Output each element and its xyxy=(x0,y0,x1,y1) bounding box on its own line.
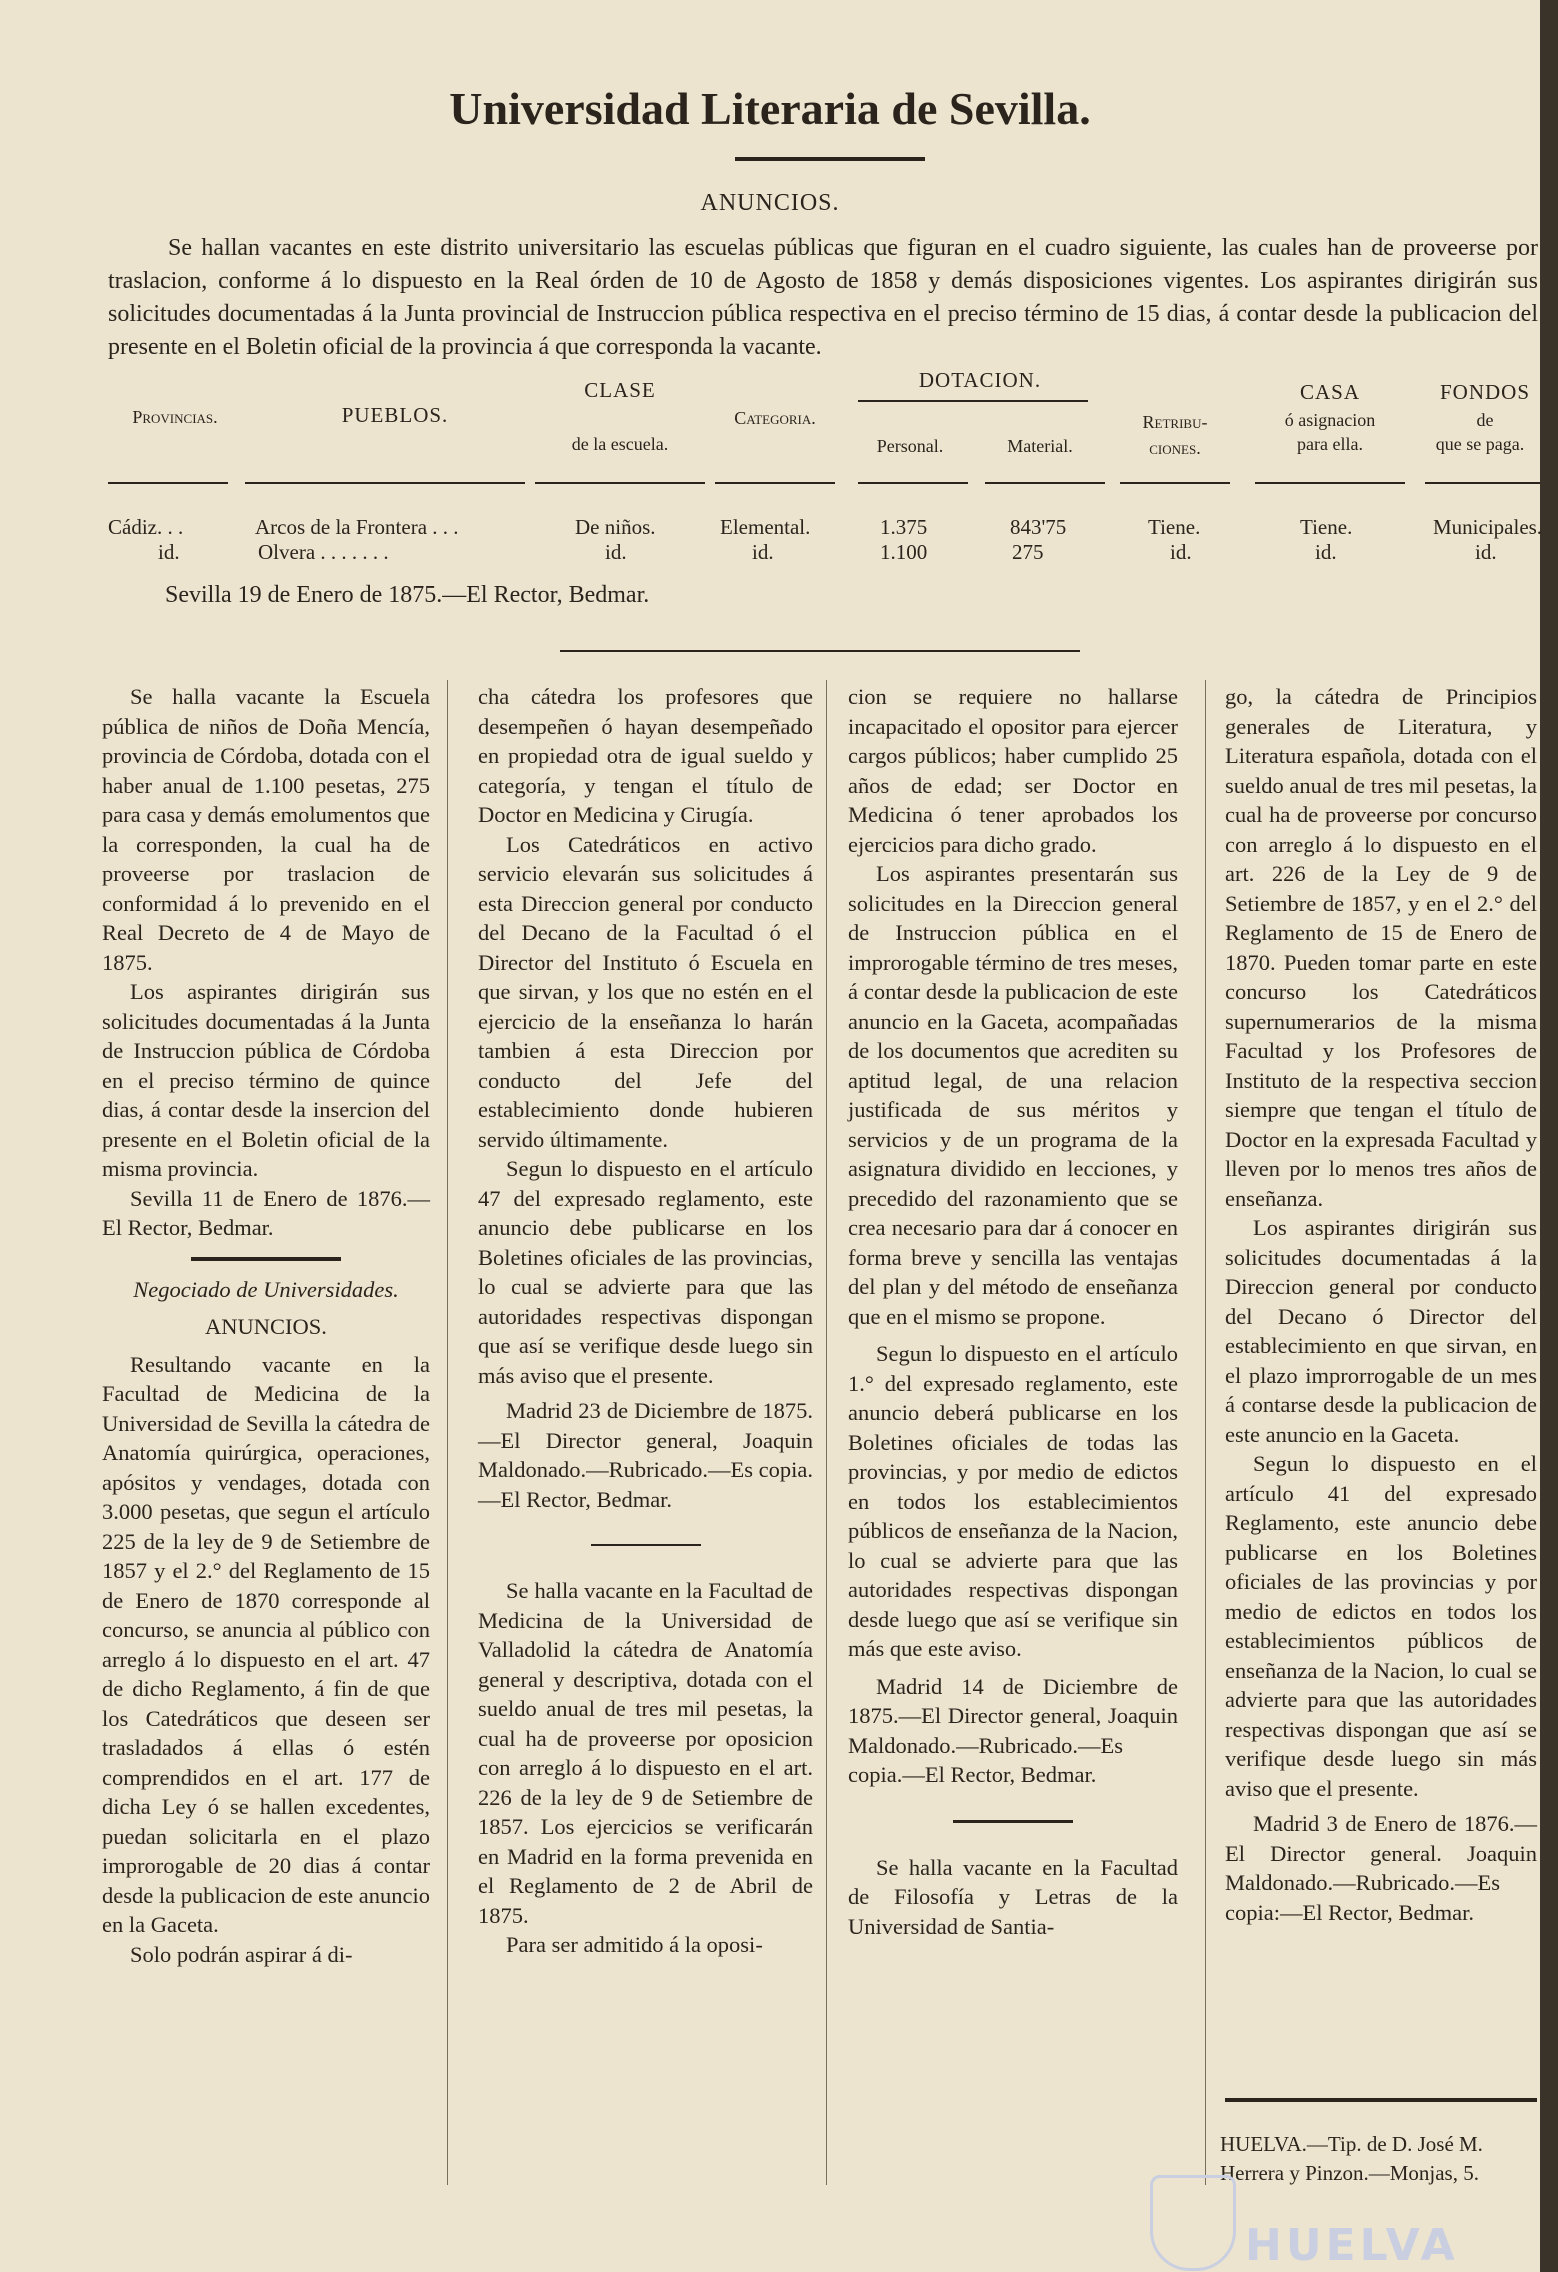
cell-material: 843'75 xyxy=(1010,515,1067,539)
dotacion-rule xyxy=(858,400,1088,402)
column-4 xyxy=(1225,682,1537,1927)
th-clase: CLASE xyxy=(584,378,656,402)
col2-paragraph: cha cátedra los profesores que desempeñen ó hayan desempeñado en propiedad otra de igual sueldo y categoría, y tengan el título de Doctor en Medicina y Cirugía. xyxy=(478,684,813,827)
cell-fondos: Municipales. xyxy=(1433,515,1543,539)
column-divider xyxy=(1205,680,1206,2185)
column-1 xyxy=(102,682,430,1969)
th-categoria: Categoria. xyxy=(734,408,816,428)
cell-casa: id. xyxy=(1315,540,1337,564)
col1-paragraph: Se halla vacante la Escuela pública de niños de Doña Mencía, provincia de Córdoba, dotada con el haber anual de 1.100 pesetas, 275 para casa y demás emolumentos que la corresponden, la cual ha de proveerse por traslacion de conformidad á lo prevenido en el Real Decreto de 4 de Mayo de 1875. xyxy=(102,684,431,975)
table-rule xyxy=(715,482,835,484)
page-edge xyxy=(1540,0,1558,2272)
th-fondos-sub-1: de xyxy=(1476,410,1494,430)
table-rule xyxy=(245,482,525,484)
imprint-rule xyxy=(1225,2098,1537,2102)
th-retribuciones-2: ciones. xyxy=(1149,438,1201,458)
table-rule xyxy=(1120,482,1230,484)
cell-retribuciones: id. xyxy=(1170,540,1192,564)
col2-paragraph: Segun lo dispuesto en el artículo 47 del expresado reglamento, este anuncio debe publicarse en los Boletines oficiales de las provincias, lo cual se advierte para que las autoridades respectivas dispongan que así se verifique desde luego sin más aviso que el presente. xyxy=(478,1156,813,1388)
col4-signature: Madrid 3 de Enero de 1876.—El Director general. Joaquin Maldonado.—Rubricado.—Es copia:—El Rector, Bedmar. xyxy=(1225,1811,1537,1925)
col1-anuncios-heading: ANUNCIOS. xyxy=(205,1314,327,1339)
th-casa-sub-1: ó asignacion xyxy=(1284,410,1376,430)
col4-paragraph: Los aspirantes dirigirán sus solicitudes documentadas á la Direccion general por conducto del Decano ó Director del establecimiento en que sirvan, en el plazo improrrogable de un mes á contarse desde la publicacion de este anuncio en la Gaceta. xyxy=(1225,1215,1537,1447)
col2-signature: Madrid 23 de Diciembre de 1875.—El Director general, Joaquin Maldonado.—Rubricado.—Es copia.—El Rector, Bedmar. xyxy=(478,1398,813,1512)
intro-paragraph: Se hallan vacantes en este distrito universitario las escuelas públicas que figuran en el cuadro siguiente, las cuales han de proveerse por traslacion, conforme á lo dispuesto en la Real órden de 10 de Agosto de 1858 y demás disposiciones vigentes. Los aspirantes dirigirán sus solicitudes documentadas á la Junta provincial de Instruccion pública respectiva en el preciso término de 15 dias, á contar desde la publicacion del presente en el Boletin oficial de la provincia á que corresponda la vacante. xyxy=(108,235,1538,360)
column-3 xyxy=(848,682,1178,1941)
col3-signature: Madrid 14 de Diciembre de 1875.—El Director general, Joaquin Maldonado.—Rubricado.—Es copia.—El Rector, Bedmar. xyxy=(848,1673,1178,1787)
th-personal: Personal. xyxy=(876,436,944,456)
cell-categoria: Elemental. xyxy=(720,515,811,539)
col4-paragraph: go, la cátedra de Principios generales de Literatura, y Literatura española, dotada con el sueldo anual de tres mil pesetas, la cual ha de proveerse por concurso con arreglo á lo dispuesto en el art. 226 de la Ley de 9 de Setiembre de 1857, y en el 2.° del Reglamento de 15 de Enero de 1870. Pueden tomar parte en este concurso los Catedráticos supernumerarios de la misma Facultad y los Profesores de Instituto de la respectiva seccion siempre que tengan el título de Doctor en la expresada Facultad y lleven por lo menos tres años de enseñanza. xyxy=(1225,684,1537,1211)
th-provincias: Provincias. xyxy=(132,407,218,427)
col1-signature: Sevilla 11 de Enero de 1876.—El Rector, Bedmar. xyxy=(102,1185,430,1240)
printer-imprint: HUELVA.—Tip. de D. José M. Herrera y Pinzon.—Monjas, 5. xyxy=(1220,2132,1483,2185)
col3-paragraph: Los aspirantes presentarán sus solicitudes en la Direccion general de Instruccion pública en el improrogable término de tres meses, á contar desde la publicacion de este anuncio en la Gaceta, acompañadas de los documentos que acrediten su aptitud legal, de una relacion justificada de sus méritos y servicios y de un programa de la asignatura dividido en lecciones, y precedido del razonamiento que se crea necesario para dar á conocer en forma breve y sencilla las ventajas del plan y del método de enseñanza que en el mismo se propone. xyxy=(848,861,1178,1329)
th-fondos: FONDOS xyxy=(1439,380,1531,404)
cell-fondos: id. xyxy=(1475,540,1497,564)
anuncios-heading: ANUNCIOS. xyxy=(700,190,840,216)
th-dotacion: DOTACION. xyxy=(918,368,1042,392)
col2-paragraph: Para ser admitido á la oposi- xyxy=(506,1932,763,1957)
cell-pueblo: Arcos de la Frontera . . . xyxy=(255,515,459,539)
signature-top: Sevilla 19 de Enero de 1875.—El Rector, Bedmar. xyxy=(165,582,650,608)
column-divider xyxy=(826,680,827,2185)
col1-paragraph: Resultando vacante en la Facultad de Medicina de la Universidad de Sevilla la cátedra de Anatomía quirúrgica, operaciones, apósitos y vendages, dotada con 3.000 pesetas, que segun el artículo 225 de la ley de 9 de Setiembre de 1857 y el 2.° del Reglamento de 15 de Enero de 1870 corresponde al concurso, se anuncia al público con arreglo á lo dispuesto en el art. 47 de dicho Reglamento, á fin de que los Catedráticos que deseen ser trasladados á ellas ó estén comprendidos en el art. 177 de dicha Ley ó se hallen excedentes, puedan solicitarla en el plazo improrogable de 20 dias á contar desde la publicacion de este anuncio en la Gaceta. xyxy=(102,1351,430,1937)
table-rule xyxy=(858,482,968,484)
cell-provincia: Cádiz. . . xyxy=(108,515,184,539)
title-underline xyxy=(735,157,925,161)
cell-retribuciones: Tiene. xyxy=(1148,515,1201,539)
short-rule xyxy=(591,1544,701,1546)
col3-paragraph: cion se requiere no hallarse incapacitado el opositor para ejercer cargos públicos; haber cumplido 25 años de edad; ser Doctor en Medicina ó tener aprobados los ejercicios para dicho grado. xyxy=(848,684,1178,857)
th-material: Material. xyxy=(1007,436,1073,456)
th-clase-sub: de la escuela. xyxy=(571,434,669,454)
table-rule xyxy=(1425,482,1540,484)
table-rule xyxy=(1255,482,1405,484)
column-2 xyxy=(478,682,813,1960)
short-rule xyxy=(953,1820,1073,1823)
short-rule xyxy=(191,1257,341,1261)
cell-pueblo: Olvera . . . . . . . xyxy=(258,540,389,564)
cell-personal: 1.100 xyxy=(880,540,928,564)
col2-paragraph: Los Catedráticos en activo servicio elevarán sus solicitudes á esta Direccion general por conducto del Decano de la Facultad ó el Director del Instituto ó Escuela en que sirvan, y los que no estén en el ejercicio de la enseñanza lo harán tambien á esta Direccion por conducto del Jefe del establecimiento donde hubieren servido últimamente. xyxy=(478,831,813,1152)
page-title: Universidad Literaria de Sevilla. xyxy=(449,83,1091,134)
col4-paragraph: Segun lo dispuesto en el artículo 41 del expresado Reglamento, este anuncio debe publicarse en los Boletines oficiales de las provincias y por medio de edictos en todos los establecimientos públicos de enseñanza de la Nacion, lo cual se advierte para que las autoridades respectivas dispongan que así se verifique desde luego sin más aviso que el presente. xyxy=(1225,1451,1537,1801)
cell-clase: De niños. xyxy=(575,515,656,539)
col2-paragraph: Se halla vacante en la Facultad de Medicina de la Universidad de Valladolid la cátedra de Anatomía general y descriptiva, dotada con el sueldo anual de tres mil pesetas, la cual ha de proveerse por oposicion con arreglo á lo dispuesto en el art. 226 de la ley de 9 de Setiembre de 1857. Los ejercicios se verificarán en Madrid en la forma prevenida en el Reglamento de 2 de Abril de 1875. xyxy=(478,1578,813,1928)
cell-personal: 1.375 xyxy=(880,515,928,539)
table-rule xyxy=(108,482,228,484)
th-casa-sub-2: para ella. xyxy=(1297,434,1363,454)
th-casa: CASA xyxy=(1299,380,1361,404)
th-retribuciones-1: Retribu- xyxy=(1142,412,1208,432)
cell-provincia: id. xyxy=(158,540,180,564)
col1-paragraph: Los aspirantes dirigirán sus solicitudes documentadas á la Junta de Instruccion pública de Córdoba en el preciso término de quince dias, á contar desde la insercion del presente en el Boletin oficial de la misma provincia. xyxy=(102,979,430,1181)
table-rule xyxy=(535,482,705,484)
th-fondos-sub-2: que se paga. xyxy=(1435,434,1525,454)
section-divider xyxy=(560,650,1080,652)
column-divider xyxy=(447,680,448,2185)
col3-paragraph: Segun lo dispuesto en el artículo 1.° del expresado reglamento, este anuncio deberá publicarse en los Boletines oficiales de todas las provincias, y por medio de edictos en todos los establecimientos públicos de enseñanza de la Nacion, lo cual se advierte para que las autoridades respectivas dispongan desde luego que así se verifique sin más que este aviso. xyxy=(848,1341,1178,1661)
cell-material: 275 xyxy=(1012,540,1044,564)
cell-clase: id. xyxy=(605,540,627,564)
library-seal-icon xyxy=(1150,2175,1236,2271)
table-rule xyxy=(985,482,1105,484)
th-pueblos: PUEBLOS. xyxy=(341,403,449,427)
watermark-text: HUELVA xyxy=(1245,2220,1459,2271)
cell-casa: Tiene. xyxy=(1300,515,1353,539)
col1-paragraph: Solo podrán aspirar á di- xyxy=(130,1941,353,1967)
col3-paragraph: Se halla vacante en la Facultad de Filosofía y Letras de la Universidad de Santia- xyxy=(848,1854,1178,1939)
cell-categoria: id. xyxy=(752,540,774,564)
negociado-heading: Negociado de Universidades. xyxy=(133,1276,399,1302)
